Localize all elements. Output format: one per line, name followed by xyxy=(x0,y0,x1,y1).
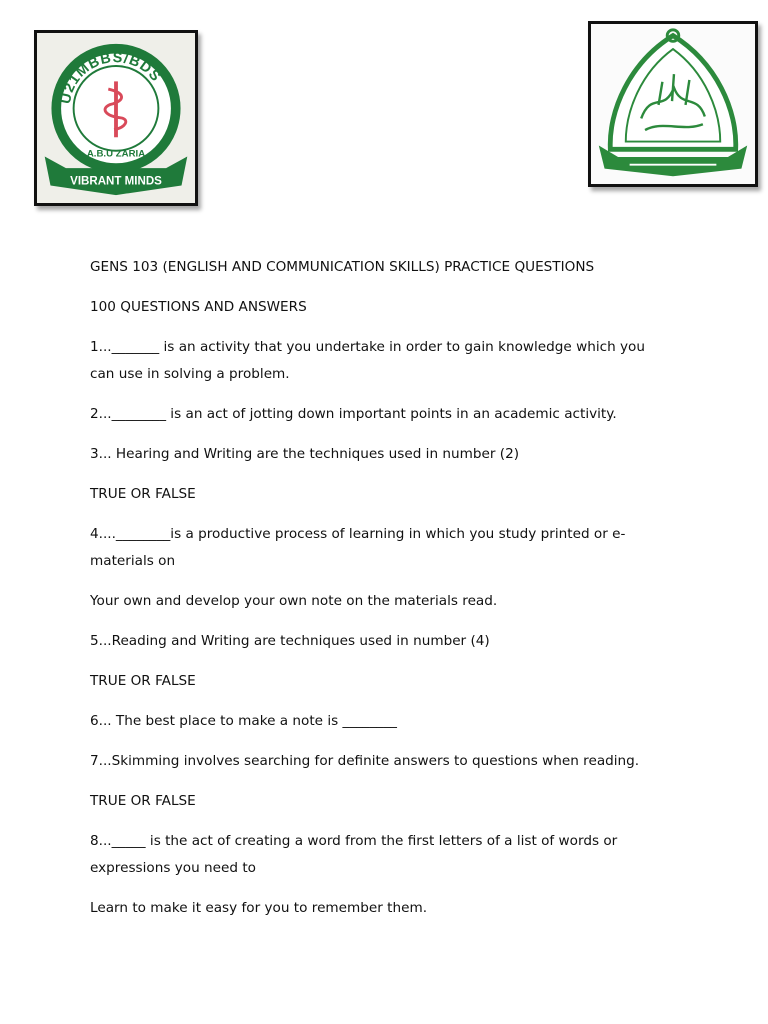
university-crest-logo xyxy=(588,21,758,187)
university-crest-icon xyxy=(591,24,755,184)
question-4-line-2: materials on xyxy=(90,553,176,569)
true-or-false-3: TRUE OR FALSE xyxy=(90,793,196,809)
question-8-line-2: expressions you need to xyxy=(90,860,256,876)
question-2: 2...________ is an act of jotting down important points in an academic activity. xyxy=(90,406,617,422)
question-7: 7...Skimming involves searching for definite answers to questions when reading. xyxy=(90,753,640,769)
question-5: 5...Reading and Writing are techniques used in number (4) xyxy=(90,633,490,649)
mbbs-bds-logo xyxy=(34,30,198,206)
true-or-false-1: TRUE OR FALSE xyxy=(90,486,196,502)
true-or-false-2: TRUE OR FALSE xyxy=(90,673,196,689)
question-6: 6... The best place to make a note is ________ xyxy=(90,713,397,729)
question-1-line-1: 1..._______ is an activity that you undertake in order to gain knowledge which you xyxy=(90,339,645,355)
logo-banner-text: VIBRANT MINDS xyxy=(70,175,162,188)
question-1-line-2: can use in solving a problem. xyxy=(90,366,290,382)
caduceus-emblem-icon xyxy=(37,33,195,203)
question-8-line-3: Learn to make it easy for you to remember them. xyxy=(90,900,428,916)
document-title: GENS 103 (ENGLISH AND COMMUNICATION SKILLS) PRACTICE QUESTIONS xyxy=(90,259,595,275)
question-3: 3... Hearing and Writing are the techniques used in number (2) xyxy=(90,446,520,462)
document-subtitle: 100 QUESTIONS AND ANSWERS xyxy=(90,299,307,315)
practice-questions-document xyxy=(90,254,690,922)
question-8-line-1: 8..._____ is the act of creating a word from the first letters of a list of words or xyxy=(90,833,618,849)
question-4-line-3: Your own and develop your own note on the materials read. xyxy=(90,593,498,609)
logo-mid-text: A.B.U ZARIA xyxy=(86,148,146,160)
logo-top-text: U21MBBS/BDS xyxy=(57,49,164,106)
question-4-line-1: 4....________is a productive process of learning in which you study printed or e- xyxy=(90,526,626,542)
